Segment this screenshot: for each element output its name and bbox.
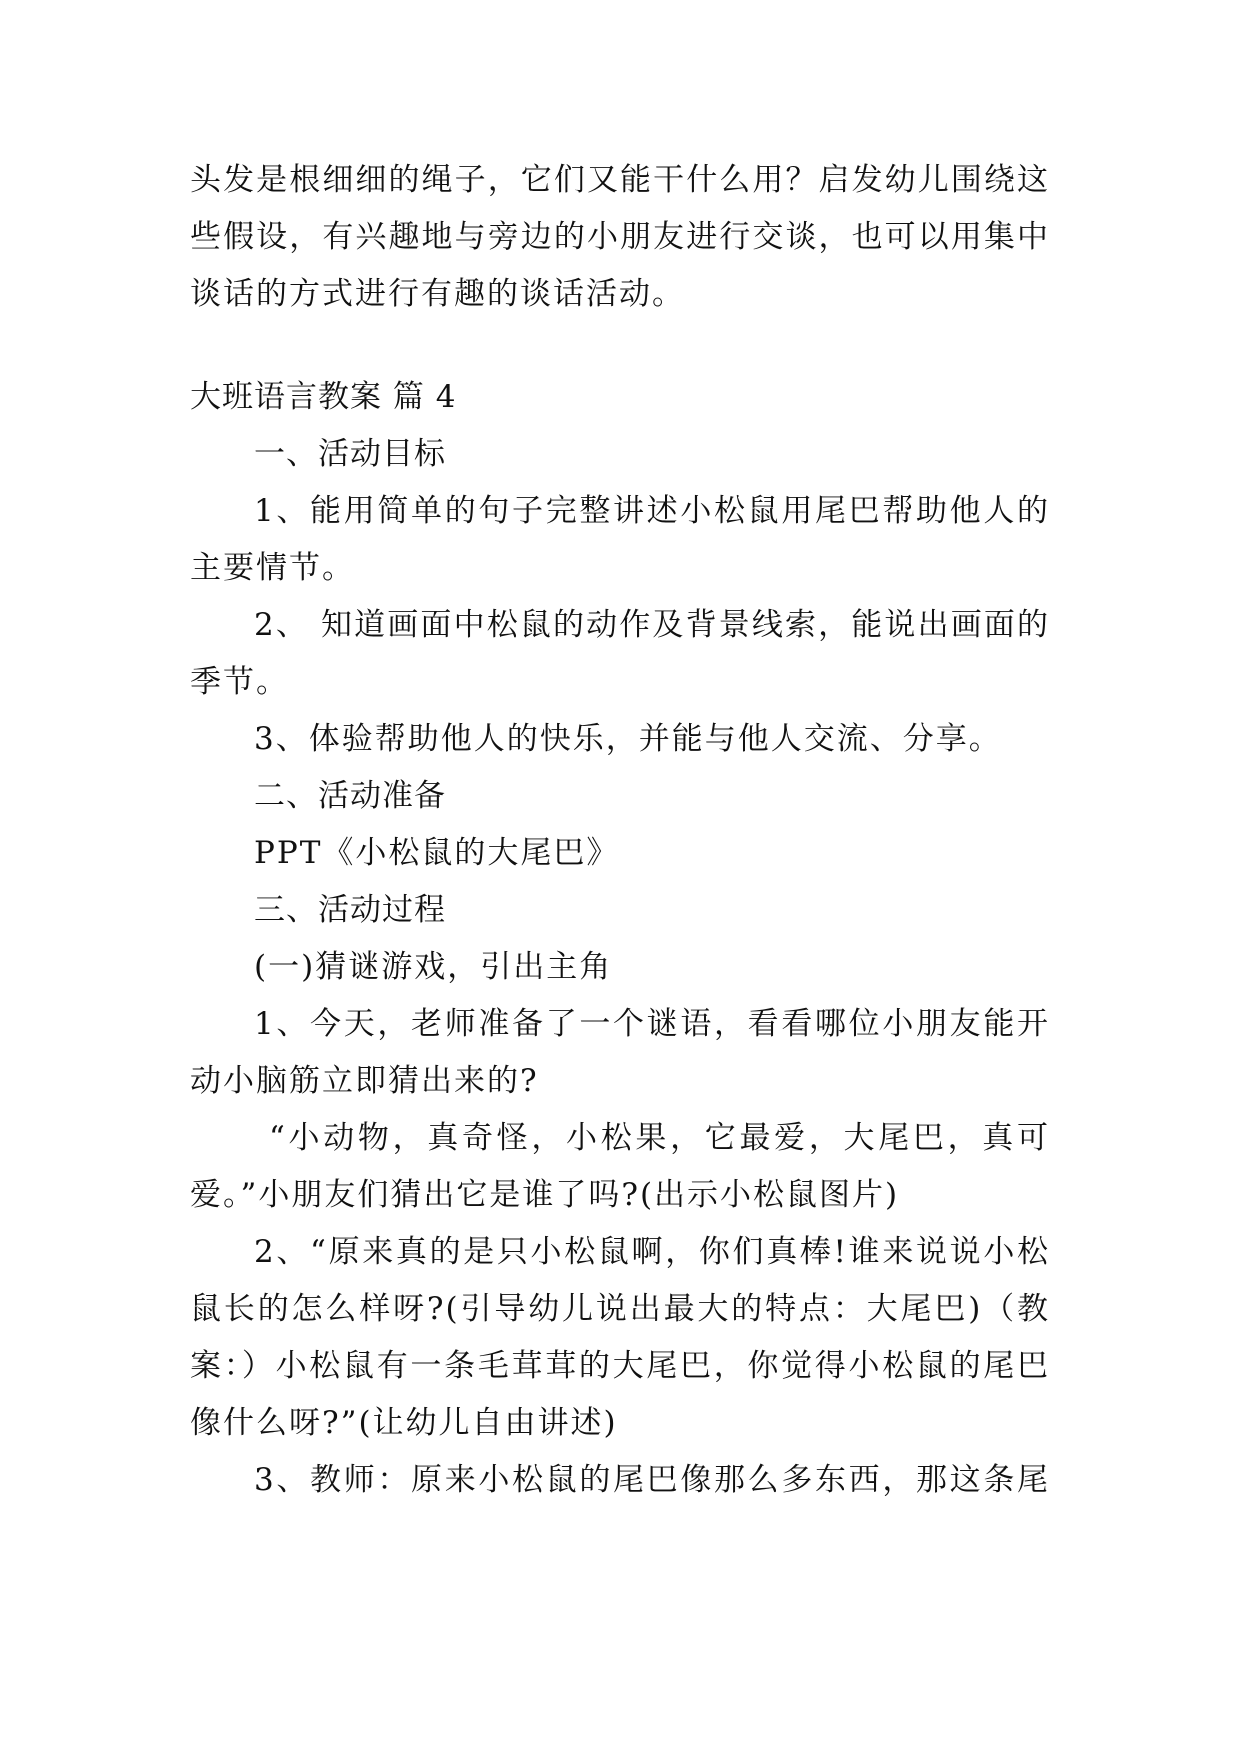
riddle-line: 爱。”小朋友们猜出它是谁了吗?(出示小松鼠图片) bbox=[190, 1177, 900, 1213]
riddle-line: “小动物，真奇怪，小松果，它最爱，大尾巴，真可 bbox=[269, 1120, 1050, 1156]
goals-heading: 一、活动目标 bbox=[254, 436, 446, 472]
paragraph-2-line: 鼠长的怎么样呀?(引导幼儿说出最大的特点：大尾巴)（教 bbox=[190, 1291, 1050, 1327]
prep-item: PPT《小松鼠的大尾巴》 bbox=[254, 835, 620, 871]
paragraph-3-line: 3、教师：原来小松鼠的尾巴像那么多东西，那这条尾 bbox=[254, 1462, 1050, 1498]
goal-2-line: 季节。 bbox=[190, 664, 289, 700]
step-1-heading: (一)猜谜游戏，引出主角 bbox=[254, 949, 613, 985]
prep-heading: 二、活动准备 bbox=[254, 778, 446, 814]
paragraph-2-line: 案：）小松鼠有一条毛茸茸的大尾巴，你觉得小松鼠的尾巴 bbox=[190, 1348, 1050, 1384]
goal-1-line: 主要情节。 bbox=[190, 550, 355, 586]
paragraph-2-line: 2、“原来真的是只小松鼠啊，你们真棒!谁来说说小松 bbox=[254, 1234, 1050, 1270]
paragraph-gap bbox=[190, 323, 1050, 369]
paragraph-1-line: 动小脑筋立即猜出来的? bbox=[190, 1063, 539, 1099]
process-heading: 三、活动过程 bbox=[254, 892, 446, 928]
paragraph-1-line: 1、今天，老师准备了一个谜语，看看哪位小朋友能开 bbox=[254, 1006, 1050, 1042]
paragraph-2-line: 像什么呀?”(让幼儿自由讲述) bbox=[190, 1405, 618, 1441]
goal-2-line: 2、 知道画面中松鼠的动作及背景线索，能说出画面的 bbox=[254, 607, 1050, 643]
goal-3-line: 3、体验帮助他人的快乐，并能与他人交流、分享。 bbox=[254, 721, 1002, 757]
body-line: 头发是根细细的绳子，它们又能干什么用？启发幼儿围绕这 bbox=[190, 162, 1050, 198]
goal-1-line: 1、能用简单的句子完整讲述小松鼠用尾巴帮助他人的 bbox=[254, 493, 1050, 529]
body-line: 谈话的方式进行有趣的谈话活动。 bbox=[190, 276, 685, 312]
body-line: 些假设，有兴趣地与旁边的小朋友进行交谈，也可以用集中 bbox=[190, 219, 1050, 255]
document-body bbox=[190, 152, 1050, 1509]
section-title: 大班语言教案 篇 4 bbox=[190, 379, 457, 415]
